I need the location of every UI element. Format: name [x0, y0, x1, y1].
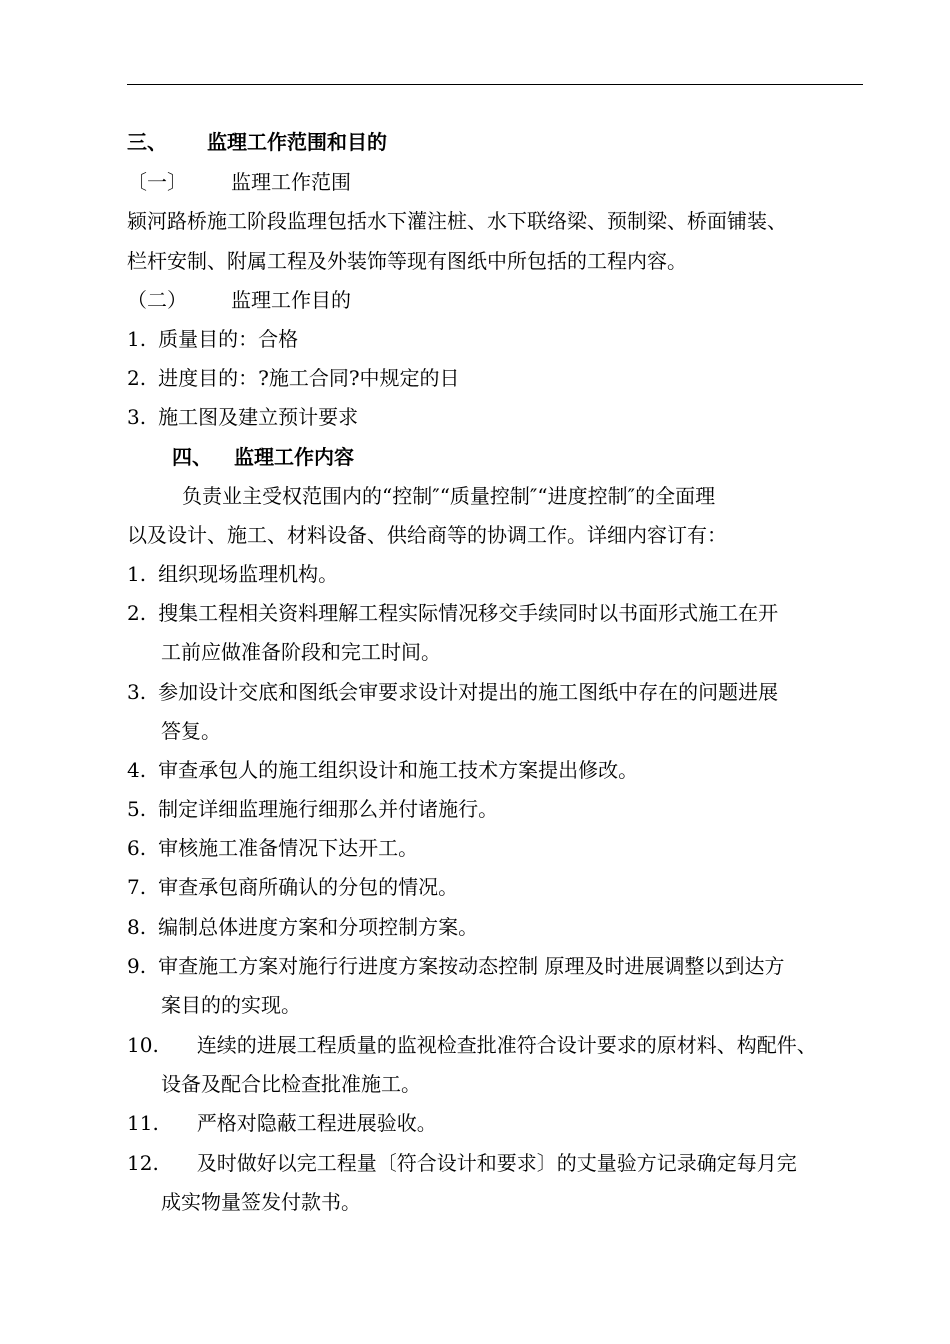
goal-number: 1. [127, 327, 147, 351]
item-text: 制定详细监理施行细那么并付诸施行。 [158, 797, 499, 821]
intro-paragraph-line-2: 以及设计、施工、材料设备、供给商等的协调工作。详细内容订有： [127, 523, 727, 547]
item-number: 10. [127, 1033, 159, 1057]
list-item [127, 796, 498, 822]
section-title: 监理工作内容 [234, 445, 354, 469]
goal-text: 进度目的：?施工合同?中规定的日 [158, 366, 460, 390]
item-text: 及时做好以完工程量〔符合设计和要求〕的丈量验方记录确定每月完 [196, 1151, 797, 1175]
section-number: 四、 [172, 445, 212, 469]
item-number: 9. [127, 954, 147, 978]
list-item [127, 1110, 437, 1136]
subsection-heading-2 [127, 287, 351, 313]
item-number: 12. [127, 1151, 159, 1175]
list-item [127, 561, 338, 587]
item-text-continuation: 成实物量签发付款书。 [161, 1190, 361, 1214]
section-heading-3 [127, 129, 387, 155]
item-text-continuation: 答复。 [161, 719, 221, 743]
section-title: 监理工作范围和目的 [207, 130, 387, 154]
item-text-continuation: 工前应做准备阶段和完工时间。 [161, 640, 441, 664]
item-text: 编制总体进度方案和分项控制方案。 [158, 915, 479, 939]
intro-paragraph-line-1: 负责业主受权范围内的“控制″“质量控制″“进度控制″的全面理 [182, 484, 716, 508]
list-item [127, 600, 778, 626]
goal-number: 2. [127, 366, 147, 390]
subsection-title: 监理工作目的 [231, 288, 351, 312]
goal-number: 3. [127, 405, 147, 429]
subsection-title: 监理工作范围 [231, 170, 351, 194]
subsection-number: （二） [127, 288, 187, 312]
item-number: 7. [127, 875, 147, 899]
item-text: 连续的进展工程质量的监视检查批准符合设计要求的原材料、构配件、 [196, 1033, 817, 1057]
scope-paragraph-line-2: 栏杆安制、附属工程及外装饰等现有图纸中所包括的工程内容。 [127, 249, 687, 273]
item-number: 8. [127, 915, 147, 939]
item-text: 审查承包人的施工组织设计和施工技术方案提出修改。 [158, 758, 639, 782]
item-text: 严格对隐蔽工程进展验收。 [196, 1111, 437, 1135]
item-number: 3. [127, 680, 147, 704]
item-number: 4. [127, 758, 147, 782]
list-item [127, 679, 778, 705]
subsection-heading-1 [127, 169, 351, 195]
item-number: 1. [127, 562, 147, 586]
subsection-number: 〔一〕 [127, 170, 187, 194]
section-heading-4 [172, 444, 354, 470]
goal-item [127, 326, 298, 352]
list-item [127, 835, 418, 861]
list-item [127, 1150, 797, 1176]
header-rule [127, 84, 863, 85]
list-item [127, 757, 638, 783]
list-item [127, 1032, 817, 1058]
goal-text: 质量目的：合格 [158, 327, 299, 351]
item-text: 审查承包商所确认的分包的情况。 [158, 875, 459, 899]
item-text: 参加设计交底和图纸会审要求设计对提出的施工图纸中存在的问题进展 [158, 680, 779, 704]
goal-text: 施工图及建立预计要求 [158, 405, 359, 429]
item-text-continuation: 设备及配合比检查批准施工。 [161, 1072, 421, 1096]
item-text-continuation: 案目的的实现。 [161, 993, 301, 1017]
goal-item [127, 365, 460, 391]
item-text: 审核施工准备情况下达开工。 [158, 836, 419, 860]
item-number: 5. [127, 797, 147, 821]
item-text: 搜集工程相关资料理解工程实际情况移交手续同时以书面形式施工在开 [158, 601, 779, 625]
list-item [127, 953, 784, 979]
item-number: 11. [127, 1111, 159, 1135]
list-item [127, 874, 458, 900]
item-number: 6. [127, 836, 147, 860]
item-text: 组织现场监理机构。 [158, 562, 339, 586]
scope-paragraph-line-1: 颍河路桥施工阶段监理包括水下灌注桩、水下联络梁、预制梁、桥面铺装、 [127, 209, 787, 233]
section-number: 三、 [127, 130, 167, 154]
list-item [127, 914, 478, 940]
item-text: 审查施工方案对施行行进度方案按动态控制 原理及时进展调整以到达方 [158, 954, 785, 978]
item-number: 2. [127, 601, 147, 625]
goal-item [127, 404, 358, 430]
